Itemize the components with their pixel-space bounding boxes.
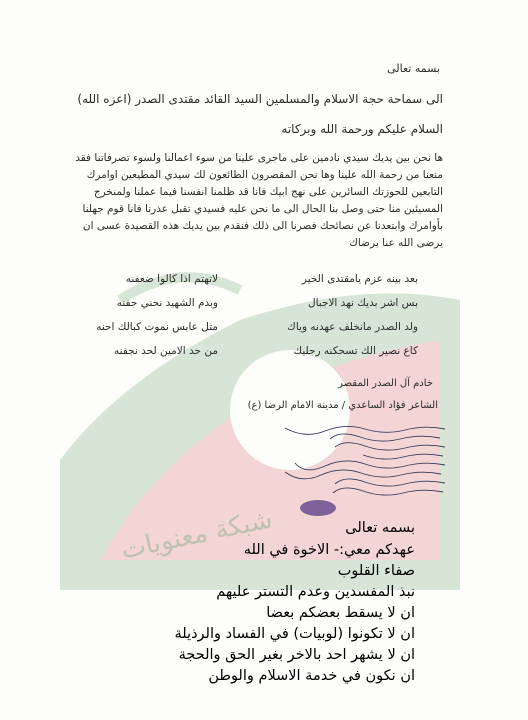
reply-line: ان لا يسقط بعضكم بعضا <box>266 605 415 621</box>
reply-title: بسمه تعالى <box>345 520 415 536</box>
letter-greeting: السلام عليكم ورحمة الله وبركاته <box>281 122 443 136</box>
reply-line: نبذ المفسدين وعدم التستر عليهم <box>216 584 415 600</box>
letter-addressee: الى سماحة حجة الاسلام والمسلمين السيد القائد مقتدى الصدر (اعزه الله) <box>77 92 443 106</box>
poem-second-hemistich: مثل عابس نموت كبالك احنه <box>96 321 218 333</box>
letter-body: ها نحن بين يديك سيدي نادمين على ماجرى علينا من سوء اعمالنا ولسوء تصرفاتنا فقد منعنا من رحمة الله علينا وها نحن المقصرون الطائعون لك سيدي المطيعين اوامرك التابعين للحوزتك السائرين على نهج ابيك فانا قد ظلمنا انفسنا فيما عملنا ولمنخرج المسيئين منا حتى وصل بنا الحال الى ما نحن عليه فسيدي تقبل عذرنا فانا قوم جهلنا بأوامرك وابتعدنا عن نصائحك فصرنا الى ذلك فنقدم بين يديك هذه القصيدة عسى ان يرضى الله عنا برضاك <box>75 152 443 249</box>
reply-line: صفاء القلوب <box>337 563 415 579</box>
poem-first-hemistich: كاع نصير الك تسحكنه رجليك <box>293 345 418 357</box>
poem-second-hemistich: لاتهتم اذا كالوا ضعفنه <box>125 273 218 285</box>
poem-second-hemistich: وبدم الشهيد نحني جفنه <box>116 297 218 309</box>
poem-first-hemistich: ولد الصدر مانخلف عهدنه وياك <box>287 321 418 333</box>
signature-title: خادم آل الصدر المقصر <box>338 378 433 389</box>
signature-name: الشاعر فؤاد الساعدي / مدينة الامام الرضا (ع) <box>247 400 438 411</box>
poem-first-hemistich: بس اشر بديك نهد الاجبال <box>307 297 418 309</box>
handwritten-note <box>255 425 455 500</box>
reply-line: ان لا تكونوا (لوبيات) في الفساد والرذيلة <box>174 626 415 642</box>
poem-second-hemistich: من حد الامين لحد نجفنه <box>114 345 218 357</box>
poem-first-hemistich: بعد بينه عزم يامقتدى الخير <box>301 273 418 285</box>
watermark-text: شبكة معنويات <box>118 504 276 566</box>
letter-basmala: بسمه تعالى <box>387 62 440 75</box>
reply-line: عهدكم معي:- الاخوة في الله <box>243 542 415 558</box>
signature-stamp <box>300 500 336 516</box>
reply-line: ان نكون في خدمة الاسلام والوطن <box>208 668 415 684</box>
reply-line: ان لا يشهر احد بالاخر بغير الحق والحجة <box>178 647 415 663</box>
